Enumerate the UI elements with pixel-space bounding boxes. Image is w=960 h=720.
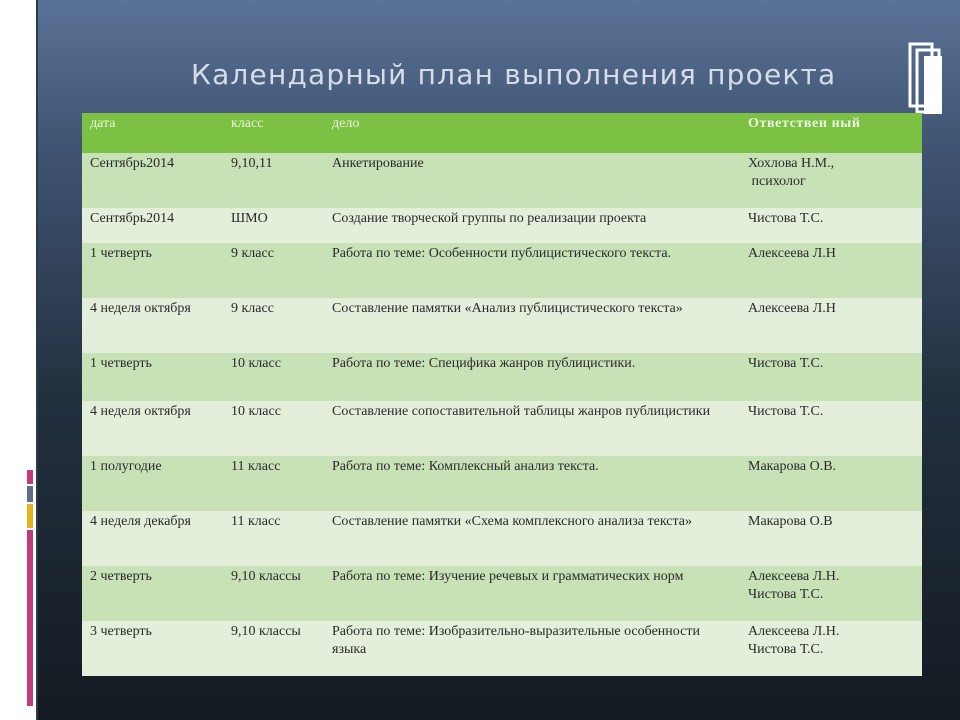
cell-date: 1 четверть [82, 243, 223, 298]
cell-date: 4 неделя октября [82, 401, 223, 456]
cell-responsible [740, 401, 922, 456]
table-row [82, 456, 922, 511]
header-task: дело [324, 113, 740, 153]
accent-bar-gray [27, 486, 33, 502]
document-stack-icon [908, 40, 944, 116]
responsible-line: Чистова Т.С. [748, 211, 824, 226]
cell-task: Составление памятки «Анализ публицистического текста» [324, 298, 740, 353]
cell-class: 9,10 классы [223, 621, 324, 676]
responsible-line: Алексеева Л.Н. [748, 569, 840, 584]
cell-responsible [740, 208, 922, 243]
cell-class: 10 класс [223, 353, 324, 401]
responsible-line: Чистова Т.С. [748, 356, 824, 371]
responsible-line: Алексеева Л.Н [748, 246, 836, 261]
cell-task: Составление памятки «Схема комплексного анализа текста» [324, 511, 740, 566]
responsible-line: Алексеева Л.Н [748, 301, 836, 316]
table-row [82, 566, 922, 621]
responsible-line: Алексеева Л.Н. [748, 624, 840, 639]
cell-task: Работа по теме: Комплексный анализ текста. [324, 456, 740, 511]
responsible-line: Чистова Т.С. [748, 642, 824, 657]
header-class: класс [223, 113, 324, 153]
table-row [82, 208, 922, 243]
cell-date: Сентябрь2014 [82, 208, 223, 243]
cell-responsible [740, 621, 922, 676]
cell-responsible [740, 566, 922, 621]
left-divider-line [36, 0, 38, 720]
accent-bar-pink-long [27, 530, 33, 706]
responsible-line: Чистова Т.С. [748, 404, 824, 419]
cell-task: Работа по теме: Особенности публицистического текста. [324, 243, 740, 298]
responsible-line: психолог [748, 174, 806, 189]
responsible-line: Чистова Т.С. [748, 587, 824, 602]
table-row [82, 243, 922, 298]
responsible-line: Макарова О.В. [748, 459, 837, 474]
table-header-row [82, 113, 922, 153]
cell-date: Сентябрь2014 [82, 153, 223, 208]
cell-task: Составление сопоставительной таблицы жанров публицистики [324, 401, 740, 456]
cell-class: ШМО [223, 208, 324, 243]
cell-class: 9,10,11 [223, 153, 324, 208]
cell-responsible [740, 153, 922, 208]
cell-class: 11 класс [223, 511, 324, 566]
cell-class: 11 класс [223, 456, 324, 511]
cell-responsible [740, 511, 922, 566]
cell-responsible [740, 298, 922, 353]
cell-task: Работа по теме: Изобразительно-выразительные особенности языка [324, 621, 740, 676]
table-row [82, 511, 922, 566]
table-row [82, 353, 922, 401]
cell-date: 1 четверть [82, 353, 223, 401]
responsible-line: Макарова О.В [748, 514, 833, 529]
accent-bar-pink [27, 470, 33, 484]
cell-task: Работа по теме: Изучение речевых и грамматических норм [324, 566, 740, 621]
cell-date: 4 неделя октября [82, 298, 223, 353]
cell-class: 10 класс [223, 401, 324, 456]
table-row [82, 153, 922, 208]
cell-responsible [740, 353, 922, 401]
project-plan-table [82, 113, 922, 676]
header-date: дата [82, 113, 223, 153]
table-row [82, 621, 922, 676]
responsible-line: Хохлова Н.М., [748, 156, 835, 171]
cell-responsible [740, 243, 922, 298]
cell-date: 4 неделя декабря [82, 511, 223, 566]
cell-class: 9 класс [223, 243, 324, 298]
cell-task: Работа по теме: Специфика жанров публицистики. [324, 353, 740, 401]
cell-task: Создание творческой группы по реализации проекта [324, 208, 740, 243]
cell-date: 2 четверть [82, 566, 223, 621]
cell-class: 9 класс [223, 298, 324, 353]
accent-bar-yellow [27, 504, 33, 528]
slide-title: Календарный план выполнения проекта [191, 58, 837, 91]
cell-class: 9,10 классы [223, 566, 324, 621]
cell-task: Анкетирование [324, 153, 740, 208]
cell-date: 3 четверть [82, 621, 223, 676]
table-row [82, 298, 922, 353]
header-responsible: Ответствен ный [740, 113, 922, 153]
cell-responsible [740, 456, 922, 511]
cell-date: 1 полугодие [82, 456, 223, 511]
table-row [82, 401, 922, 456]
